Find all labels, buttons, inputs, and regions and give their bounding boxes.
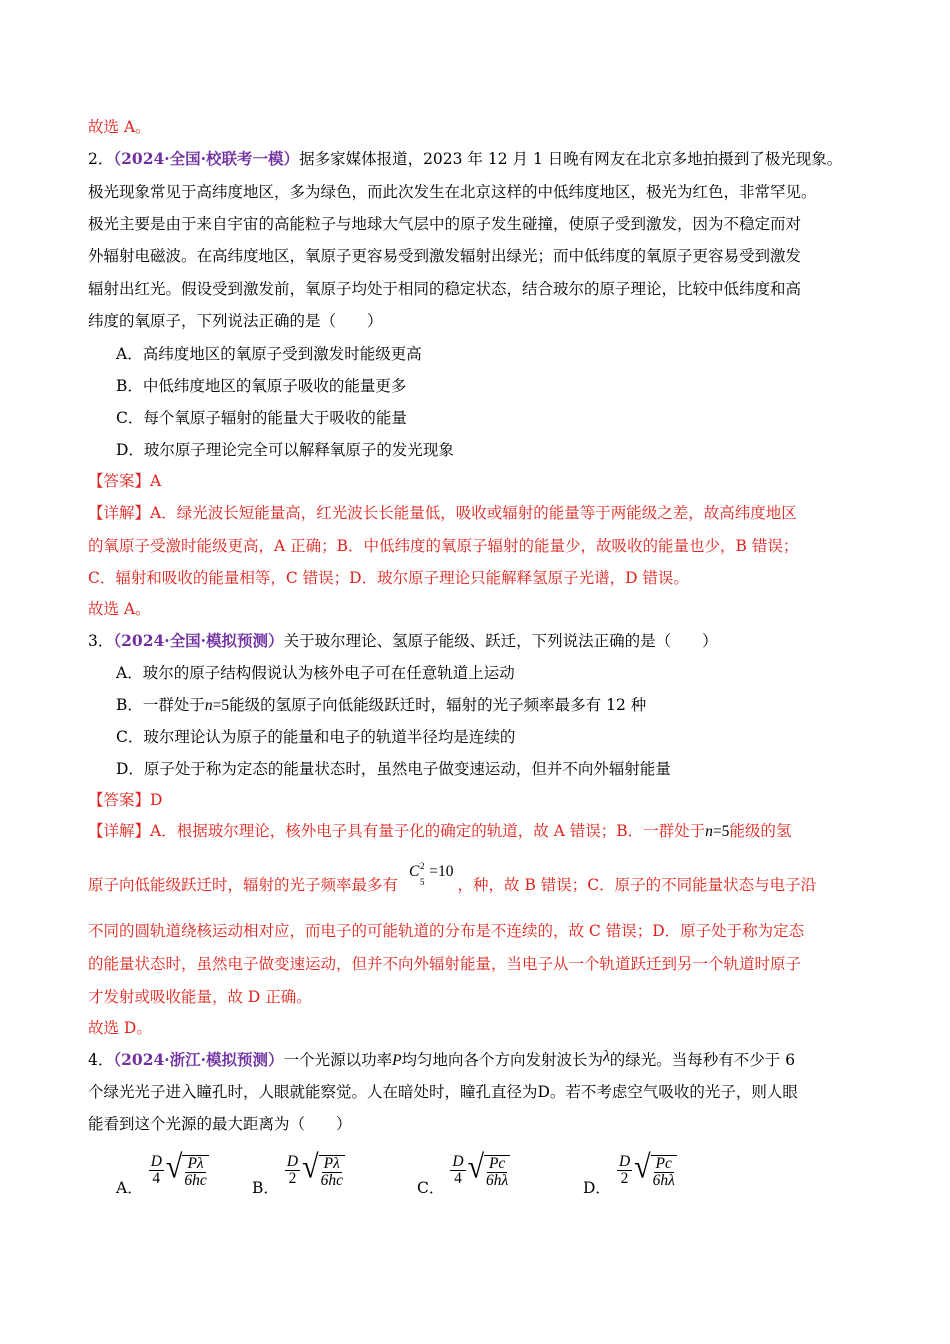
q4-option-c[interactable] [417, 1142, 510, 1198]
sqrt-expression: √ $\frac{P\lambda}{6hc}$ [302, 1149, 343, 1189]
q2-option-b[interactable]: B．中低纬度地区的氧原子吸收的能量更多 [116, 377, 407, 395]
q3-combination [408, 861, 454, 887]
root-num: Pc [655, 1155, 672, 1172]
q2-source: （2024·全国·校联考一模） [113, 149, 300, 168]
q3-explain-part: ，种，故 B 错误；C．原子的不同能量状态与电子沿 [457, 876, 817, 894]
q2-stem-line: 纬度的氧原子，下列说法正确的是（ ） [88, 312, 383, 330]
root-num: Pλ [187, 1155, 204, 1172]
q4-stem-part: 一个光源以功率 [283, 1051, 393, 1069]
q2-first-line [88, 148, 842, 170]
q2-stem-line: 极光主要是由于来自宇宙的高能粒子与地球大气层中的原子发生碰撞，使原子受到激发，因为不稳定而对 [88, 215, 802, 233]
q4-option-a[interactable] [116, 1142, 209, 1198]
q2-option-a[interactable]: A．高纬度地区的氧原子受到激发时能级更高 [116, 345, 422, 363]
q3-first-line [88, 630, 718, 652]
q3-option-d[interactable]: D．原子处于称为定态的能量状态时，虽然电子做变速运动，但并不向外辐射能量 [116, 760, 671, 778]
fraction [149, 1154, 164, 1187]
q3-explain-line [88, 820, 791, 843]
q4-stem-part: 均匀地向各个方向发射波长为 [401, 1051, 604, 1069]
q3-stem: 关于玻尔理论、氢原子能级、跃迁，下列说法正确的是（ ） [283, 632, 718, 650]
q1-conclusion: 故选 A。 [88, 118, 151, 136]
option-label: A． [116, 1179, 143, 1197]
frac-den: 2 [620, 1169, 629, 1187]
comb-sub: 5 [419, 877, 425, 887]
q2-answer: 【答案】A [88, 472, 162, 490]
option-label: B． [252, 1179, 279, 1197]
q3-number: 3． [88, 632, 114, 650]
q2-stem-line: 外辐射电磁波。在高纬度地区，氧原子更容易受到激发辐射出绿光；而中低纬度的氧原子更容易受到激发 [88, 247, 802, 265]
q3-explain-line: 的能量状态时，虽然电子做变速运动，但并不向外辐射能量，当电子从一个轨道跃迁到另一个轨道时原子 [88, 955, 802, 973]
frac-num: D [286, 1152, 299, 1170]
q4-option-b[interactable] [252, 1142, 345, 1198]
q2-number: 2． [88, 150, 114, 168]
fraction [285, 1154, 300, 1187]
frac-den: 4 [152, 1169, 161, 1187]
fraction [450, 1154, 465, 1187]
q3-var-n: n [204, 697, 213, 714]
q2-stem-line: 极光现象常见于高纬度地区，多为绿色，而此次发生在北京这样的中低纬度地区，极光为红色，非常罕见。 [88, 183, 817, 201]
q4-option-d[interactable] [583, 1142, 677, 1198]
q3-explain-line [88, 861, 817, 897]
q2-explain-line: C．辐射和吸收的能量相等，C 错误；D．玻尔原子理论只能解释氢原子光谱，D 错误。 [88, 569, 689, 587]
q4-number: 4． [88, 1051, 114, 1069]
q2-conclusion: 故选 A。 [88, 600, 151, 618]
q3-var-n: n [705, 823, 713, 840]
q4-first-line [88, 1049, 795, 1072]
q3-answer: 【答案】D [88, 791, 163, 809]
root-num: Pλ [323, 1155, 340, 1172]
frac-num: D [150, 1152, 162, 1170]
q4-stem-part: 的绿光。当每秒有不少于 6 [609, 1051, 796, 1069]
q3-explain-line: 才发射或吸收能量，故 D 正确。 [88, 988, 312, 1006]
q3-option-a[interactable]: A．玻尔的原子结构假说认为核外电子可在任意轨道上运动 [116, 664, 515, 682]
q3-option-b-suffix: 能级的氢原子向低能级跃迁时，辐射的光子频率最多有 12 种 [229, 696, 647, 714]
q4-var-p: P [392, 1052, 402, 1069]
root-den: 6hc [320, 1172, 343, 1189]
frac-den: 4 [454, 1169, 462, 1187]
frac-den: 2 [288, 1169, 297, 1187]
q3-explain-part: 【详解】A．根据玻尔理论，核外电子具有量子化的确定的轨道，故 A 错误；B．一群处于 [88, 822, 706, 840]
root-den: 6hλ [652, 1172, 675, 1189]
q3-eq: =5 [712, 823, 730, 840]
comb-eq: =10 [429, 863, 454, 880]
q3-explain-line: 不同的圆轨道绕核运动相对应，而电子的可能轨道的分布是不连续的，故 C 错误；D．原子处于称为定态 [88, 922, 805, 940]
sqrt-expression: √ $\frac{Pc}{6h\lambda}$ [467, 1149, 509, 1189]
q3-option-c[interactable]: C．玻尔理论认为原子的能量和电子的轨道半径均是连续的 [116, 728, 516, 746]
q3-explain-part: 能级的氢 [729, 822, 792, 840]
q3-option-b-prefix: B．一群处于 [116, 696, 205, 714]
q2-explain-line: 【详解】A．绿光波长短能量高，红光波长长能量低，吸收或辐射的能量等于两能级之差，故高纬度地区 [88, 504, 797, 522]
q3-explain-part: 原子向低能级跃迁时，辐射的光子频率最多有 [88, 876, 399, 894]
root-num: Pc [488, 1155, 506, 1172]
q2-option-c[interactable]: C．每个氧原子辐射的能量大于吸收的能量 [116, 409, 407, 427]
q4-var-lambda: λ [603, 1048, 610, 1065]
q3-conclusion: 故选 D。 [88, 1019, 152, 1037]
root-den: 6hc [184, 1172, 207, 1189]
frac-num: D [452, 1152, 464, 1170]
q3-option-b[interactable] [116, 694, 646, 717]
frac-num: D [618, 1152, 631, 1170]
q3-source: （2024·全国·模拟预测） [113, 631, 284, 650]
q2-explain-line: 的氧原子受激时能级更高，A 正确；B．中低纬度的氧原子辐射的能量少，故吸收的能量也少，B 错误； [88, 537, 799, 555]
option-label: C． [417, 1179, 445, 1197]
q4-stem-line: 个绿光光子进入瞳孔时，人眼就能察觉。人在暗处时，瞳孔直径为D。若不考虑空气吸收的光子，则人眼 [88, 1083, 798, 1101]
q2-stem-line: 据多家媒体报道，2023 年 12 月 1 日晚有网友在北京多地拍摄到了极光现象。 [299, 150, 843, 168]
sqrt-expression: √ $\frac{P\lambda}{6hc}$ [165, 1149, 207, 1189]
fraction [617, 1154, 632, 1187]
sqrt-expression: √ $\frac{Pc}{6h\lambda}$ [634, 1149, 675, 1189]
comb-sup: 2 [419, 861, 425, 871]
q2-stem-line: 辐射出红光。假设受到激发前，氧原子均处于相同的稳定状态，结合玻尔的原子理论，比较中低纬度和高 [88, 280, 802, 298]
option-label: D． [583, 1179, 611, 1197]
q3-eq: =5 [212, 697, 230, 714]
comb-c: C [408, 863, 420, 880]
q2-option-d[interactable]: D．玻尔原子理论完全可以解释氧原子的发光现象 [116, 441, 454, 459]
q4-stem-line: 能看到这个光源的最大距离为（ ） [88, 1115, 352, 1133]
q4-source: （2024·浙江·模拟预测） [113, 1050, 284, 1069]
root-den: 6hλ [486, 1172, 509, 1189]
